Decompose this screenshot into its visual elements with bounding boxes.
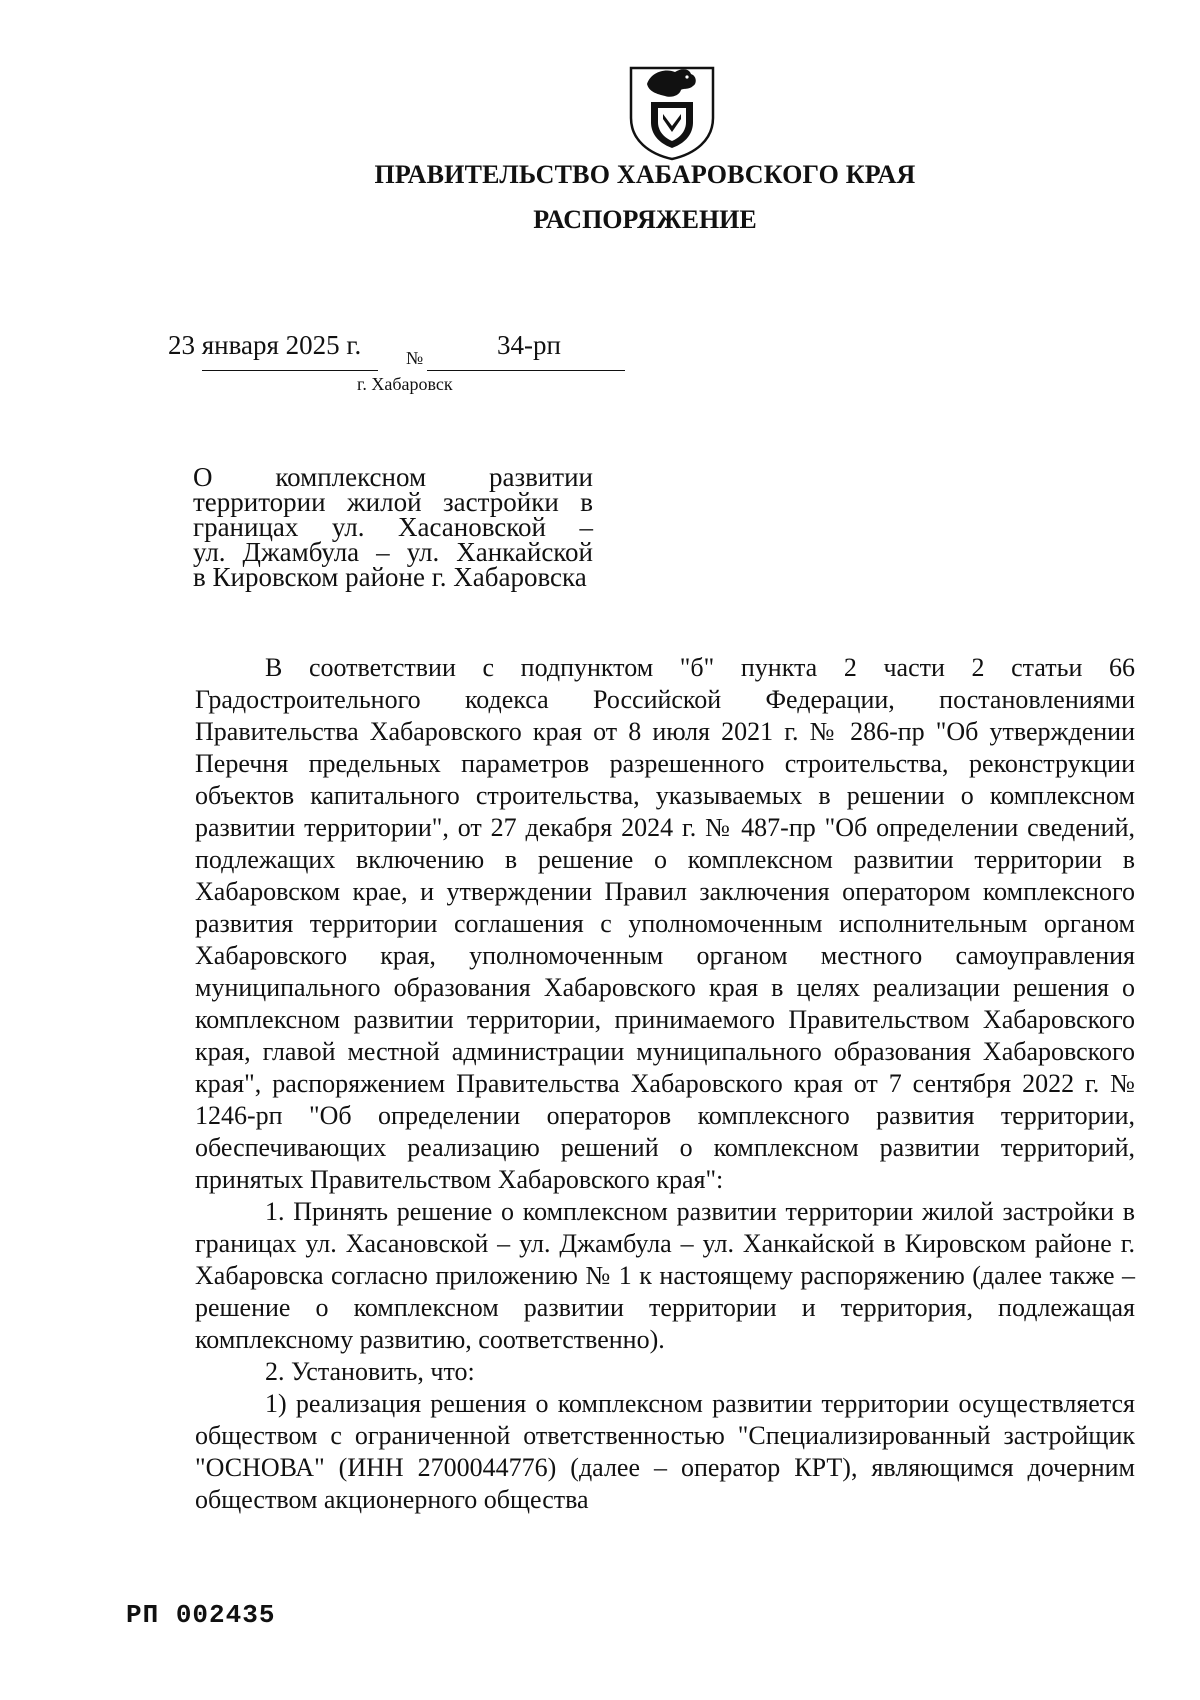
document-body [195, 652, 1135, 1516]
document-city: г. Хабаровск [357, 374, 453, 394]
item-1-paragraph: 1. Принять решение о комплексном развитии территории жилой застройки в границах ул. Хасановской – ул. Джамбула – ул. Ханкайской в Кировском районе г. Хабаровска согласно приложению № 1 к настоящему распоряжению (далее также – решение о комплексном развитии территории и территория, подлежащая комплексному развитию, соответственно). [195, 1197, 1135, 1354]
subject-line: территории жилой застройки в [193, 487, 593, 517]
item-2-paragraph: 2. Установить, что: [265, 1357, 475, 1386]
date-underline [202, 370, 378, 371]
preamble-paragraph: В соответствии с подпунктом "б" пункта 2 части 2 статьи 66 Градостроительного кодекса Российской Федерации, постановлениями Правительства Хабаровского края от 8 июля 2021 г. № 286-пр "Об утверждении Перечня предельных параметров разрешенного строительства, реконструкции объектов капитального строительства, указываемых в решении о комплексном развитии территории", от 27 декабря 2024 г. № 487-пр "Об определении сведений, подлежащих включению в решение о комплексном развитии территории в Хабаровском крае, и утверждении Правил заключения оператором комплексного развития территории соглашения с уполномоченным исполнительным органом Хабаровского края, уполномоченным органом местного самоуправления муниципального образования Хабаровского края в целях реализации решения о комплексном развитии территории, принимаемого Правительством Хабаровского края, главой местной администрации муниципального образования Хабаровского края", распоряжением Правительства Хабаровского края от 7 сентября 2022 г. № 1246-рп "Об определении операторов комплексного развития территории, обеспечивающих реализацию решений о комплексном развитии территорий, принятых Правительством Хабаровского края": [195, 653, 1135, 1194]
document-date: 23 января 2025 г. [168, 330, 362, 360]
item-2-1-paragraph: 1) реализация решения о комплексном развитии территории осуществляется обществом с ограниченной ответственностью "Специализированный застройщик "ОСНОВА" (ИНН 2700044776) (далее – оператор КРТ), являющимся дочерним обществом акционерного общества [195, 1389, 1135, 1514]
subject-line: ул. Джамбула – ул. Ханкайской [193, 537, 593, 567]
footer-number: 002435 [175, 1600, 276, 1630]
document-subject [193, 462, 593, 592]
footer-registry-code [126, 1600, 275, 1630]
document-number: 34-рп [497, 330, 561, 360]
footer-prefix: РП [126, 1600, 160, 1630]
subject-line: границах ул. Хасановской – [193, 512, 593, 542]
khabarovsk-coat-of-arms-icon [625, 62, 719, 162]
organization-title: ПРАВИТЕЛЬСТВО ХАБАРОВСКОГО КРАЯ [374, 160, 916, 189]
subject-line: О комплексном развитии [193, 462, 593, 492]
subject-line: в Кировском районе г. Хабаровска [193, 562, 587, 592]
document-type-title: РАСПОРЯЖЕНИЕ [533, 205, 757, 234]
number-underline [427, 370, 625, 371]
number-label: № [406, 348, 424, 368]
